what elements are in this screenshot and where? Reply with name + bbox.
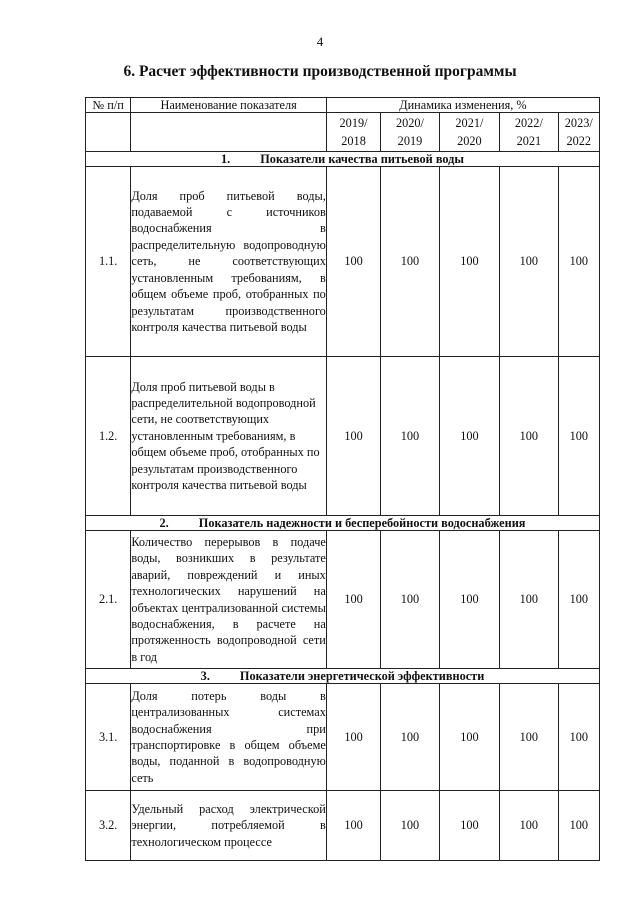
row-value: 100	[381, 167, 439, 357]
row-value: 100	[500, 531, 558, 669]
section-heading	[86, 516, 600, 531]
year-col: 2019/ 2018	[326, 113, 380, 152]
row-value: 100	[439, 791, 499, 861]
header-years-row	[86, 113, 600, 152]
row-value: 100	[500, 357, 558, 516]
row-value: 100	[326, 357, 380, 516]
row-value: 100	[326, 684, 380, 791]
row-index: 3.1.	[86, 684, 131, 791]
header-name: Наименование показателя	[131, 98, 327, 113]
row-value: 100	[558, 791, 599, 861]
header-dynamics: Динамика изменения, %	[326, 98, 599, 113]
row-index: 2.1.	[86, 531, 131, 669]
row-index: 1.1.	[86, 167, 131, 357]
header-num: № п/п	[86, 98, 131, 113]
row-value: 100	[326, 531, 380, 669]
section-title: 2. Показатель надежности и бесперебойности водоснабжения	[86, 516, 600, 531]
row-value: 100	[500, 167, 558, 357]
header-row	[86, 98, 600, 113]
row-name: Доля проб питьевой воды в распределительной водопроводной сети, не соответствующих установленным требованиям, в общем объеме проб, отобранных по результатам производственного контроля качества питьевой воды	[131, 357, 327, 516]
row-value: 100	[439, 167, 499, 357]
row-value: 100	[439, 357, 499, 516]
header-num-empty	[86, 113, 131, 152]
table-row	[86, 167, 600, 357]
row-name: Доля проб питьевой воды, подаваемой с источников водоснабжения в распределительную водопроводную сеть, не соответствующих установленным требованиям, в общем объеме проб, отобранных по результатам производственного контроля качества питьевой воды	[131, 167, 327, 357]
year-col: 2023/ 2022	[558, 113, 599, 152]
row-value: 100	[500, 684, 558, 791]
row-value: 100	[558, 167, 599, 357]
row-name: Доля потерь воды в централизованных системах водоснабжения при транспортировке в общем объеме воды, поданной в водопроводную сеть	[131, 684, 327, 791]
section-title: 3. Показатели энергетической эффективности	[86, 669, 600, 684]
document-title: 6. Расчет эффективности производственной программы	[123, 63, 517, 80]
row-value: 100	[381, 357, 439, 516]
table-row	[86, 684, 600, 791]
row-value: 100	[326, 167, 380, 357]
year-col: 2022/ 2021	[500, 113, 558, 152]
row-index: 1.2.	[86, 357, 131, 516]
row-value: 100	[500, 791, 558, 861]
year-col: 2020/ 2019	[381, 113, 439, 152]
year-col: 2021/ 2020	[439, 113, 499, 152]
efficiency-table	[85, 97, 600, 861]
row-value: 100	[558, 684, 599, 791]
row-value: 100	[381, 684, 439, 791]
row-value: 100	[439, 684, 499, 791]
page-number: 4	[316, 34, 324, 49]
row-value: 100	[558, 531, 599, 669]
section-heading	[86, 669, 600, 684]
section-heading	[86, 152, 600, 167]
row-name: Количество перерывов в подаче воды, возникших в результате аварий, повреждений и иных технологических нарушений на объектах централизованной системы водоснабжения, в расчете на протяженность водопроводной сети в год	[131, 531, 327, 669]
section-title: 1. Показатели качества питьевой воды	[86, 152, 600, 167]
row-value: 100	[558, 357, 599, 516]
header-name-empty	[131, 113, 327, 152]
table-row	[86, 357, 600, 516]
table-row	[86, 531, 600, 669]
row-name: Удельный расход электрической энергии, потребляемой в технологическом процессе	[131, 791, 327, 861]
row-value: 100	[381, 791, 439, 861]
table-row	[86, 791, 600, 861]
row-value: 100	[326, 791, 380, 861]
row-value: 100	[439, 531, 499, 669]
row-value: 100	[381, 531, 439, 669]
row-index: 3.2.	[86, 791, 131, 861]
